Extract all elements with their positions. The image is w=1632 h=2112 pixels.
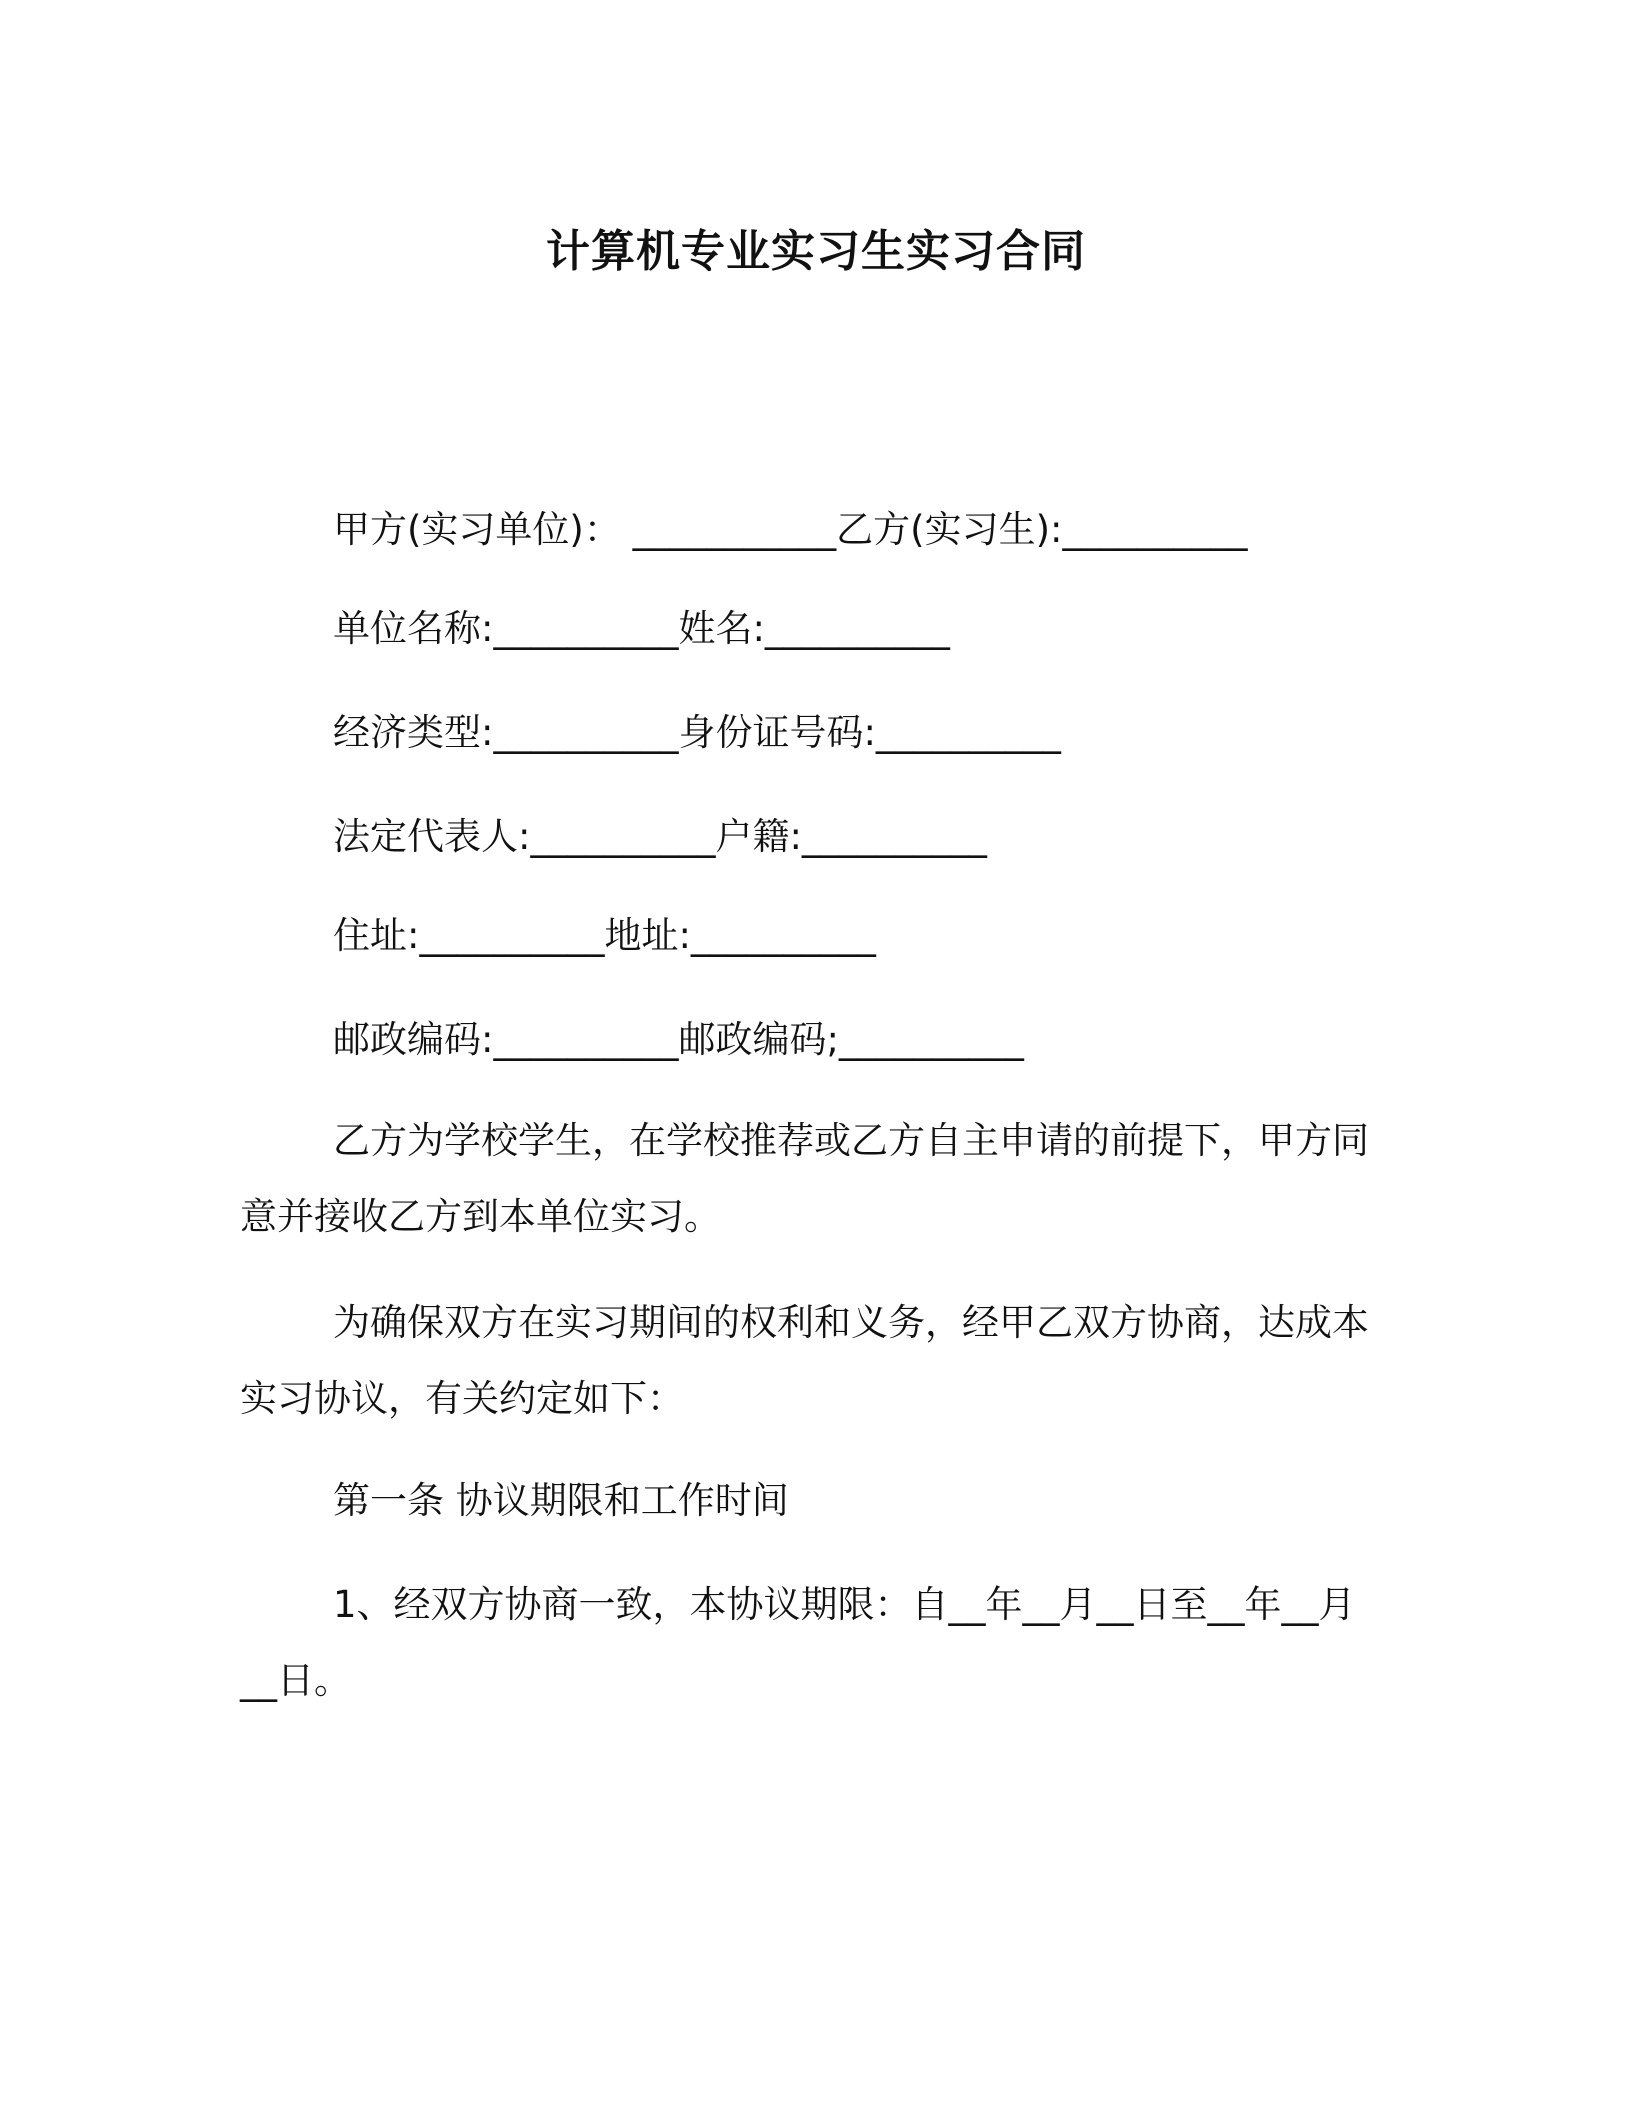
document-title: 计算机专业实习生实习合同 bbox=[546, 226, 1086, 277]
field-line-legal-rep: 法定代表人:__________户籍:__________ bbox=[333, 815, 987, 858]
paragraph-agreement: 为确保双方在实习期间的权利和义务，经甲乙双方协商，达成本实习协议，有关约定如下： bbox=[240, 1301, 1369, 1420]
field-line-party-a-b: 甲方(实习单位)： ___________乙方(实习生):__________ bbox=[333, 508, 1248, 551]
article-1-item-1: 1、经双方协商一致，本协议期限：自__年__月__日至__年__月__日。 bbox=[240, 1583, 1356, 1702]
paragraph-acceptance: 乙方为学校学生，在学校推荐或乙方自主申请的前提下，甲方同意并接收乙方到本单位实习。 bbox=[240, 1119, 1369, 1238]
field-line-address: 住址:__________地址:__________ bbox=[333, 914, 876, 957]
field-line-economic-type: 经济类型:__________身份证号码:__________ bbox=[333, 711, 1061, 754]
field-line-unit-name: 单位名称:__________姓名:__________ bbox=[333, 607, 950, 650]
article-1-heading: 第一条 协议期限和工作时间 bbox=[333, 1479, 789, 1522]
field-line-postal-code: 邮政编码:__________邮政编码;__________ bbox=[333, 1018, 1024, 1061]
